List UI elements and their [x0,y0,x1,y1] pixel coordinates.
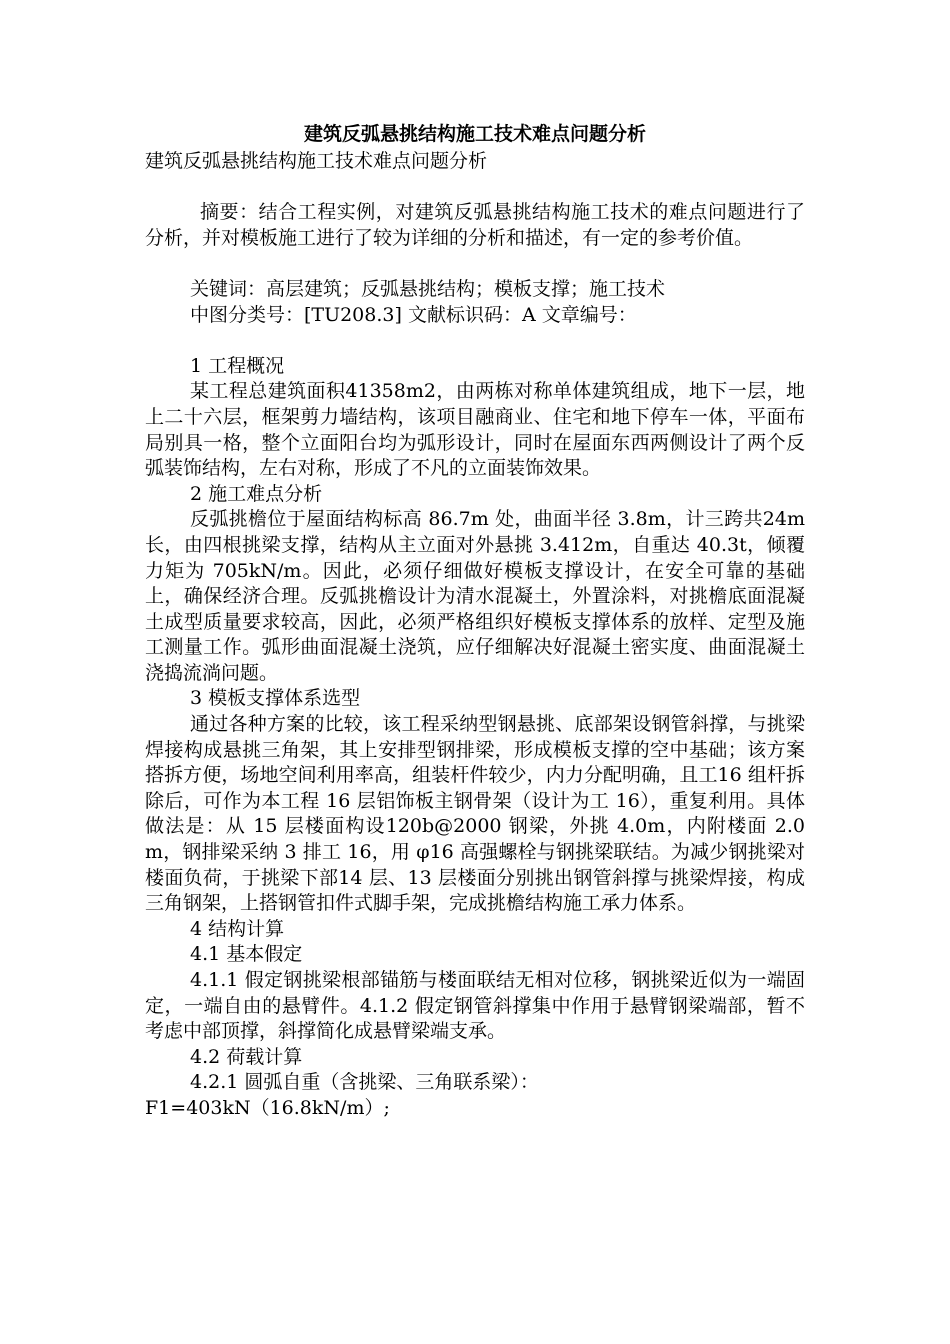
subsection-heading-4-1: 4.1 基本假定 [190,943,303,966]
section-body-2: 反弧挑檐位于屋面结构标高 86.7m 处，曲面半径 3.8m，计三跨共24m 长，由四根挑梁支撑，结构从主立面对外悬挑 3.412m，自重达 40.3t，倾覆力矩为 705kN/m。因此，必须仔细做好模板支撑设计，在安全可靠的基础上，确保经济合理。反弧挑檐设计为清水混凝土，外置涂料，对挑檐底面混凝土成型质量要求较高，因此，必须严格组织好模板支撑体系的放样、定型及施工测量工作。弧形曲面混凝土浇筑，应仔细解决好混凝土密实度、曲面混凝土浇捣流淌问题。 [145,508,805,684]
paragraph-4-2-1: 4.2.1 圆弧自重（含挑梁、三角联系梁）： [190,1071,539,1094]
section-heading-3: 3 模板支撑体系选型 [190,687,361,710]
section-heading-1: 1 工程概况 [190,354,285,377]
keywords: 关键词：高层建筑；反弧悬挑结构；模板支撑；施工技术 [190,277,666,300]
section-body-1: 某工程总建筑面积41358m2，由两栋对称单体建筑组成，地下一层，地上二十六层，框架剪力墙结构，该项目融商业、住宅和地下停车一体，平面布局别具一格，整个立面阳台均为弧形设计，同时在屋面东西两侧设计了两个反弧装饰结构，左右对称，形成了不凡的立面装饰效果。 [145,380,805,480]
classification: 中图分类号：[TU208.3] 文献标识码：A 文章编号： [190,303,637,326]
section-heading-4: 4 结构计算 [190,917,285,940]
document-body [145,149,805,1122]
document-title: 建筑反弧悬挑结构施工技术难点问题分析 [303,123,646,145]
subsection-heading-4-2: 4.2 荷载计算 [190,1045,303,1068]
document-subtitle: 建筑反弧悬挑结构施工技术难点问题分析 [145,150,488,172]
paragraph-4-1-1: 4.1.1 假定钢挑梁根部锚筋与楼面联结无相对位移，钢挑梁近似为一端固定，一端自由的悬臂件。4.1.2 假定钢管斜撑集中作用于悬臂钢梁端部，暂不考虑中部顶撑，斜撑简化成悬臂梁端支承。 [145,969,805,1043]
formula-f1: F1=403kN（16.8kN/m）; [145,1096,390,1119]
section-body-3: 通过各种方案的比较，该工程采纳型钢悬挑、底部架设钢管斜撑，与挑梁焊接构成悬挑三角架，其上安排型钢排梁，形成模板支撑的空中基础；该方案搭拆方便，场地空间利用率高，组装杆件较少，内力分配明确，且工16 组杆拆除后，可作为本工程 16 层铝饰板主钢骨架（设计为工 16），重复利用。具体做法是：从 15 层楼面构设120b@2000 钢梁，外挑 4.0m，内附楼面 2.0m，钢排梁采纳 3 排工 16，用 φ16 高强螺栓与钢挑梁联结。为减少钢挑梁对楼面负荷，于挑梁下部14 层、13 层楼面分别挑出钢管斜撑与挑梁焊接，构成三角钢架，上搭钢管扣件式脚手架，完成挑檐结构施工承力体系。 [145,713,805,915]
abstract: 摘要：结合工程实例，对建筑反弧悬挑结构施工技术的难点问题进行了分析，并对模板施工进行了较为详细的分析和描述，有一定的参考价值。 [145,201,805,249]
section-heading-2: 2 施工难点分析 [190,482,323,505]
